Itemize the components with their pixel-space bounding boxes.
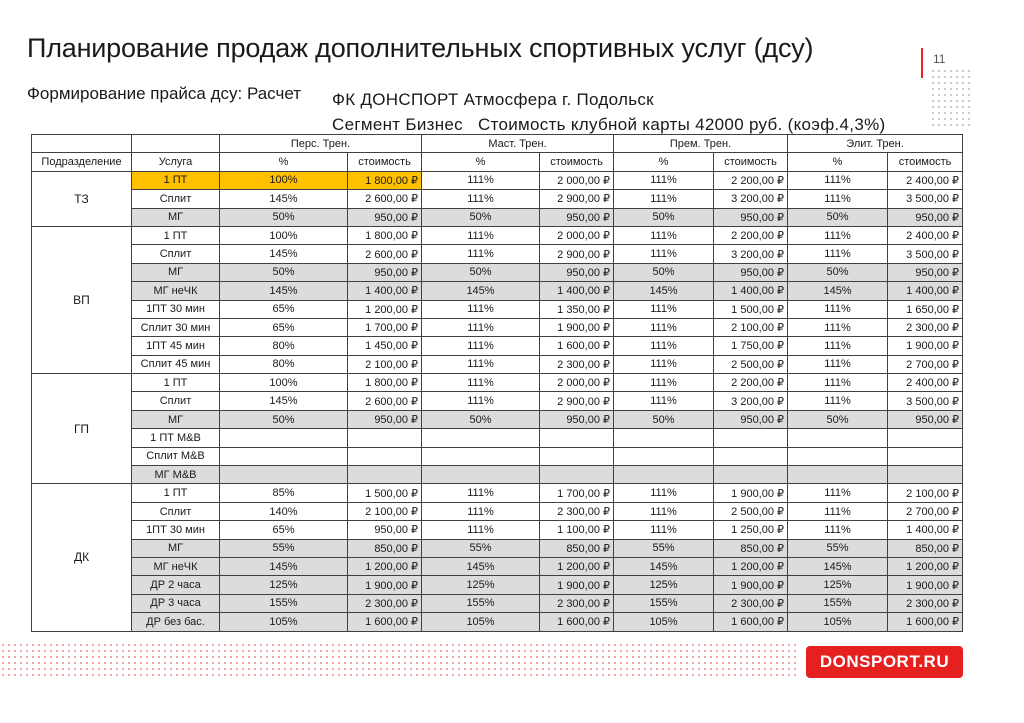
service-cell: Сплит M&B <box>132 447 220 465</box>
percent-cell: 155% <box>422 594 540 612</box>
percent-cell: 50% <box>220 263 348 281</box>
cost-cell: 950,00 ₽ <box>348 263 422 281</box>
service-cell: Сплит <box>132 245 220 263</box>
percent-cell: 105% <box>422 613 540 631</box>
cost-cell: 1 900,00 ₽ <box>540 576 614 594</box>
percent-cell: 125% <box>614 576 714 594</box>
cost-cell <box>540 447 614 465</box>
cost-cell: 2 400,00 ₽ <box>888 226 963 244</box>
cost-cell: 2 100,00 ₽ <box>888 484 963 502</box>
percent-cell: 50% <box>614 410 714 428</box>
table-row <box>32 557 963 575</box>
column-header-pct: % <box>220 153 348 171</box>
cost-cell: 950,00 ₽ <box>888 208 963 226</box>
percent-cell: 50% <box>220 410 348 428</box>
cost-cell: 1 600,00 ₽ <box>540 613 614 631</box>
table-row <box>32 466 963 484</box>
cost-cell: 2 500,00 ₽ <box>714 355 788 373</box>
percent-cell: 111% <box>422 374 540 392</box>
cost-cell: 2 100,00 ₽ <box>714 318 788 336</box>
percent-cell: 111% <box>422 355 540 373</box>
cost-cell: 1 650,00 ₽ <box>888 300 963 318</box>
column-header-cost: стоимость <box>714 153 788 171</box>
percent-cell: 111% <box>422 337 540 355</box>
cost-cell: 2 600,00 ₽ <box>348 392 422 410</box>
table-row <box>32 521 963 539</box>
cost-cell: 1 900,00 ₽ <box>714 484 788 502</box>
header-blank <box>32 135 132 153</box>
accent-line <box>921 48 923 78</box>
percent-cell: 111% <box>788 245 888 263</box>
percent-cell: 125% <box>422 576 540 594</box>
table-row <box>32 484 963 502</box>
cost-cell <box>888 429 963 447</box>
percent-cell: 111% <box>614 355 714 373</box>
percent-cell: 50% <box>422 263 540 281</box>
cost-cell: 950,00 ₽ <box>348 521 422 539</box>
percent-cell: 111% <box>422 190 540 208</box>
service-cell: 1ПТ 30 мин <box>132 300 220 318</box>
percent-cell <box>614 466 714 484</box>
cost-cell: 850,00 ₽ <box>348 539 422 557</box>
service-cell: 1ПТ 45 мин <box>132 337 220 355</box>
division-cell: ГП <box>32 374 132 484</box>
cost-cell <box>348 466 422 484</box>
table-row <box>32 318 963 336</box>
percent-cell: 145% <box>788 282 888 300</box>
cost-cell: 2 500,00 ₽ <box>714 502 788 520</box>
percent-cell: 50% <box>788 263 888 281</box>
percent-cell: 80% <box>220 355 348 373</box>
brand-badge: DONSPORT.RU <box>806 646 963 678</box>
percent-cell: 145% <box>220 392 348 410</box>
percent-cell: 50% <box>220 208 348 226</box>
dot-pattern-decoration <box>930 68 970 126</box>
table-row <box>32 594 963 612</box>
service-cell: Сплит <box>132 190 220 208</box>
table-row <box>32 410 963 428</box>
percent-cell: 50% <box>614 263 714 281</box>
table-row <box>32 245 963 263</box>
percent-cell: 111% <box>788 337 888 355</box>
cost-cell: 1 600,00 ₽ <box>888 613 963 631</box>
percent-cell: 111% <box>788 300 888 318</box>
table-row <box>32 190 963 208</box>
header-row-columns <box>32 153 963 171</box>
percent-cell: 111% <box>422 392 540 410</box>
cost-cell: 2 200,00 ₽ <box>714 171 788 189</box>
cost-cell <box>714 447 788 465</box>
cost-cell: 1 250,00 ₽ <box>714 521 788 539</box>
percent-cell: 111% <box>788 374 888 392</box>
percent-cell: 145% <box>422 282 540 300</box>
percent-cell <box>422 466 540 484</box>
table-row <box>32 374 963 392</box>
cost-cell: 2 900,00 ₽ <box>540 392 614 410</box>
service-cell: МГ <box>132 263 220 281</box>
service-cell: Сплит 45 мин <box>132 355 220 373</box>
percent-cell: 55% <box>614 539 714 557</box>
column-header-cost: стоимость <box>540 153 614 171</box>
cost-cell: 950,00 ₽ <box>348 208 422 226</box>
table-row <box>32 226 963 244</box>
percent-cell: 111% <box>614 521 714 539</box>
table-row <box>32 613 963 631</box>
cost-cell: 2 600,00 ₽ <box>348 190 422 208</box>
section-subtitle: Формирование прайса дсу: Расчет <box>27 84 302 103</box>
table-row <box>32 539 963 557</box>
table-row <box>32 171 963 189</box>
cost-cell: 1 700,00 ₽ <box>540 484 614 502</box>
cost-cell <box>348 429 422 447</box>
table-row <box>32 282 963 300</box>
percent-cell: 80% <box>220 337 348 355</box>
cost-cell: 1 700,00 ₽ <box>348 318 422 336</box>
cost-cell: 2 200,00 ₽ <box>714 226 788 244</box>
table-row <box>32 447 963 465</box>
cost-cell: 1 900,00 ₽ <box>348 576 422 594</box>
service-cell: Сплит <box>132 502 220 520</box>
cost-cell: 2 900,00 ₽ <box>540 190 614 208</box>
table-row <box>32 337 963 355</box>
service-cell: МГ M&B <box>132 466 220 484</box>
service-cell: ДР 2 часа <box>132 576 220 594</box>
cost-cell: 2 700,00 ₽ <box>888 502 963 520</box>
percent-cell <box>788 429 888 447</box>
cost-cell <box>540 429 614 447</box>
percent-cell: 125% <box>220 576 348 594</box>
service-cell: 1 ПТ <box>132 226 220 244</box>
cost-cell: 1 500,00 ₽ <box>348 484 422 502</box>
percent-cell <box>614 429 714 447</box>
percent-cell <box>220 429 348 447</box>
cost-cell: 1 600,00 ₽ <box>714 613 788 631</box>
service-cell: МГ неЧК <box>132 557 220 575</box>
percent-cell <box>422 429 540 447</box>
cost-cell: 1 600,00 ₽ <box>540 337 614 355</box>
cost-cell: 2 000,00 ₽ <box>540 171 614 189</box>
cost-cell: 3 200,00 ₽ <box>714 392 788 410</box>
percent-cell: 105% <box>614 613 714 631</box>
cost-cell: 2 700,00 ₽ <box>888 355 963 373</box>
cost-cell: 1 100,00 ₽ <box>540 521 614 539</box>
cost-cell: 3 200,00 ₽ <box>714 245 788 263</box>
percent-cell: 55% <box>422 539 540 557</box>
service-cell: МГ <box>132 539 220 557</box>
cost-cell: 2 000,00 ₽ <box>540 226 614 244</box>
percent-cell: 145% <box>220 245 348 263</box>
percent-cell: 145% <box>614 282 714 300</box>
column-header-pct: % <box>422 153 540 171</box>
service-cell: МГ неЧК <box>132 282 220 300</box>
cost-cell: 1 400,00 ₽ <box>888 282 963 300</box>
cost-cell: 1 800,00 ₽ <box>348 374 422 392</box>
column-header-cost: стоимость <box>888 153 963 171</box>
table-row <box>32 263 963 281</box>
page-title: Планирование продаж дополнительных спортивных услуг (дсу) <box>27 33 814 63</box>
cost-cell: 1 450,00 ₽ <box>348 337 422 355</box>
percent-cell: 111% <box>422 300 540 318</box>
percent-cell <box>220 447 348 465</box>
table-row <box>32 429 963 447</box>
cost-cell <box>888 466 963 484</box>
cost-cell: 3 200,00 ₽ <box>714 190 788 208</box>
percent-cell: 111% <box>788 190 888 208</box>
cost-cell: 950,00 ₽ <box>714 208 788 226</box>
cost-cell: 950,00 ₽ <box>348 410 422 428</box>
percent-cell: 145% <box>422 557 540 575</box>
header-blank <box>132 135 220 153</box>
organization-name: ФК ДОНСПОРТ Атмосфера г. Подольск <box>332 90 654 109</box>
dot-pattern-footer <box>0 642 800 678</box>
column-header-service: Услуга <box>132 153 220 171</box>
service-cell: МГ <box>132 410 220 428</box>
percent-cell: 111% <box>422 521 540 539</box>
service-cell: 1 ПТ <box>132 171 220 189</box>
percent-cell: 111% <box>788 502 888 520</box>
percent-cell: 55% <box>220 539 348 557</box>
cost-cell: 1 800,00 ₽ <box>348 171 422 189</box>
service-cell: ДР без бас. <box>132 613 220 631</box>
percent-cell: 111% <box>614 484 714 502</box>
cost-cell <box>540 466 614 484</box>
column-header-pct: % <box>614 153 714 171</box>
service-cell: 1 ПТ <box>132 484 220 502</box>
service-cell: МГ <box>132 208 220 226</box>
cost-cell: 1 200,00 ₽ <box>714 557 788 575</box>
cost-cell: 2 300,00 ₽ <box>888 318 963 336</box>
percent-cell: 111% <box>614 171 714 189</box>
percent-cell: 145% <box>220 557 348 575</box>
cost-cell: 950,00 ₽ <box>540 208 614 226</box>
price-table <box>31 134 963 632</box>
percent-cell: 100% <box>220 226 348 244</box>
column-header-cost: стоимость <box>348 153 422 171</box>
cost-cell: 1 200,00 ₽ <box>540 557 614 575</box>
table-row <box>32 576 963 594</box>
cost-cell <box>888 447 963 465</box>
table-row <box>32 355 963 373</box>
cost-cell: 950,00 ₽ <box>888 263 963 281</box>
percent-cell: 111% <box>614 337 714 355</box>
cost-cell: 1 200,00 ₽ <box>348 300 422 318</box>
percent-cell: 111% <box>788 484 888 502</box>
percent-cell <box>220 466 348 484</box>
cost-cell: 950,00 ₽ <box>714 410 788 428</box>
cost-cell: 950,00 ₽ <box>714 263 788 281</box>
cost-cell: 1 200,00 ₽ <box>348 557 422 575</box>
percent-cell <box>422 447 540 465</box>
cost-cell: 1 350,00 ₽ <box>540 300 614 318</box>
cost-cell: 2 300,00 ₽ <box>540 594 614 612</box>
group-header-mast: Маст. Трен. <box>422 135 614 153</box>
cost-cell: 3 500,00 ₽ <box>888 392 963 410</box>
table-row <box>32 392 963 410</box>
percent-cell: 111% <box>422 318 540 336</box>
division-cell: ВП <box>32 226 132 373</box>
page-number: 11 <box>933 52 946 66</box>
percent-cell: 111% <box>422 226 540 244</box>
cost-cell: 2 300,00 ₽ <box>714 594 788 612</box>
table-row <box>32 502 963 520</box>
group-header-pers: Перс. Трен. <box>220 135 422 153</box>
cost-cell: 2 300,00 ₽ <box>348 594 422 612</box>
service-cell: ДР 3 часа <box>132 594 220 612</box>
price-table-body <box>32 135 963 632</box>
cost-cell: 2 300,00 ₽ <box>540 355 614 373</box>
percent-cell: 111% <box>614 374 714 392</box>
cost-cell: 2 600,00 ₽ <box>348 245 422 263</box>
percent-cell: 111% <box>614 502 714 520</box>
percent-cell: 111% <box>614 245 714 263</box>
percent-cell: 145% <box>614 557 714 575</box>
percent-cell: 145% <box>788 557 888 575</box>
cost-cell: 2 100,00 ₽ <box>348 502 422 520</box>
cost-cell: 2 100,00 ₽ <box>348 355 422 373</box>
cost-cell: 950,00 ₽ <box>540 410 614 428</box>
percent-cell: 100% <box>220 374 348 392</box>
service-cell: 1 ПТ <box>132 374 220 392</box>
column-header-pct: % <box>788 153 888 171</box>
table-row <box>32 300 963 318</box>
cost-cell: 2 900,00 ₽ <box>540 245 614 263</box>
header-row-groups <box>32 135 963 153</box>
cost-cell: 1 400,00 ₽ <box>540 282 614 300</box>
cost-cell: 2 000,00 ₽ <box>540 374 614 392</box>
cost-cell <box>714 429 788 447</box>
group-header-elit: Элит. Трен. <box>788 135 963 153</box>
cost-cell: 850,00 ₽ <box>714 539 788 557</box>
percent-cell <box>788 466 888 484</box>
cost-cell: 1 800,00 ₽ <box>348 226 422 244</box>
percent-cell: 65% <box>220 300 348 318</box>
percent-cell: 111% <box>788 171 888 189</box>
cost-cell: 3 500,00 ₽ <box>888 190 963 208</box>
percent-cell: 111% <box>614 226 714 244</box>
percent-cell: 111% <box>788 355 888 373</box>
service-cell: 1 ПТ M&B <box>132 429 220 447</box>
cost-cell: 3 500,00 ₽ <box>888 245 963 263</box>
cost-cell: 1 900,00 ₽ <box>888 337 963 355</box>
percent-cell: 50% <box>788 410 888 428</box>
cost-cell: 1 500,00 ₽ <box>714 300 788 318</box>
percent-cell: 111% <box>788 521 888 539</box>
cost-cell: 850,00 ₽ <box>540 539 614 557</box>
percent-cell: 111% <box>422 245 540 263</box>
cost-cell: 1 900,00 ₽ <box>714 576 788 594</box>
column-header-division: Подразделение <box>32 153 132 171</box>
percent-cell: 111% <box>422 484 540 502</box>
cost-cell <box>714 466 788 484</box>
service-cell: Сплит <box>132 392 220 410</box>
table-row <box>32 208 963 226</box>
percent-cell: 111% <box>422 171 540 189</box>
percent-cell: 111% <box>614 300 714 318</box>
division-cell: ТЗ <box>32 171 132 226</box>
cost-cell: 1 400,00 ₽ <box>888 521 963 539</box>
service-cell: 1ПТ 30 мин <box>132 521 220 539</box>
percent-cell: 100% <box>220 171 348 189</box>
percent-cell: 111% <box>614 392 714 410</box>
cost-cell <box>348 447 422 465</box>
percent-cell <box>614 447 714 465</box>
cost-cell: 2 200,00 ₽ <box>714 374 788 392</box>
percent-cell: 111% <box>614 190 714 208</box>
cost-cell: 2 400,00 ₽ <box>888 374 963 392</box>
percent-cell: 55% <box>788 539 888 557</box>
percent-cell: 50% <box>422 410 540 428</box>
percent-cell: 50% <box>422 208 540 226</box>
percent-cell: 111% <box>422 502 540 520</box>
cost-cell: 950,00 ₽ <box>888 410 963 428</box>
cost-cell: 1 200,00 ₽ <box>888 557 963 575</box>
percent-cell: 65% <box>220 521 348 539</box>
percent-cell: 50% <box>788 208 888 226</box>
cost-cell: 1 400,00 ₽ <box>714 282 788 300</box>
cost-cell: 1 600,00 ₽ <box>348 613 422 631</box>
percent-cell <box>788 447 888 465</box>
cost-cell: 2 400,00 ₽ <box>888 171 963 189</box>
cost-cell: 1 900,00 ₽ <box>540 318 614 336</box>
segment-caption: Сегмент Бизнес Стоимость клубной карты 42000 руб. (коэф.4,3%) <box>332 115 886 134</box>
percent-cell: 105% <box>788 613 888 631</box>
service-cell: Сплит 30 мин <box>132 318 220 336</box>
group-header-prem: Прем. Трен. <box>614 135 788 153</box>
cost-cell: 2 300,00 ₽ <box>540 502 614 520</box>
percent-cell: 65% <box>220 318 348 336</box>
percent-cell: 155% <box>220 594 348 612</box>
percent-cell: 111% <box>788 318 888 336</box>
percent-cell: 155% <box>788 594 888 612</box>
percent-cell: 85% <box>220 484 348 502</box>
cost-cell: 950,00 ₽ <box>540 263 614 281</box>
percent-cell: 111% <box>788 226 888 244</box>
percent-cell: 111% <box>788 392 888 410</box>
cost-cell: 1 400,00 ₽ <box>348 282 422 300</box>
percent-cell: 145% <box>220 190 348 208</box>
cost-cell: 850,00 ₽ <box>888 539 963 557</box>
cost-cell: 2 300,00 ₽ <box>888 594 963 612</box>
cost-cell: 1 900,00 ₽ <box>888 576 963 594</box>
percent-cell: 155% <box>614 594 714 612</box>
division-cell: ДК <box>32 484 132 631</box>
percent-cell: 50% <box>614 208 714 226</box>
cost-cell: 1 750,00 ₽ <box>714 337 788 355</box>
percent-cell: 140% <box>220 502 348 520</box>
percent-cell: 125% <box>788 576 888 594</box>
percent-cell: 105% <box>220 613 348 631</box>
percent-cell: 145% <box>220 282 348 300</box>
percent-cell: 111% <box>614 318 714 336</box>
